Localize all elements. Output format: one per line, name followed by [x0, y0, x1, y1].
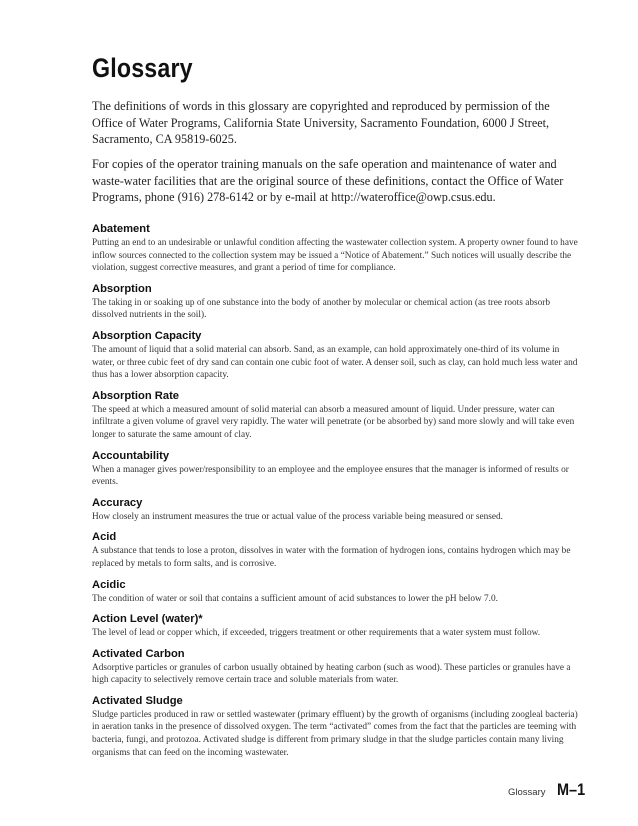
footer-section-label: Glossary: [508, 787, 546, 798]
glossary-term: Absorption: [92, 282, 152, 295]
glossary-definition: A substance that tends to lose a proton, dissolves in water with the formation of hydrogen ions, contains hydrogen which may be replaced by metals to form salts, and is corrosive.: [92, 546, 571, 569]
glossary-definition: Sludge particles produced in raw or settled wastewater (primary effluent) by the growth of organisms (including zoogleal bacteria) in aeration tanks in the presence of dissolved oxygen. The term “activated” comes from the fact that the particles are teeming with bacteria, fungi, and protozoa. Activated sludge is different from primary sludge in that the sludge particles contain many living organisms that can feed on the incoming wastewater.: [92, 709, 578, 758]
glossary-term: Activated Sludge: [92, 694, 183, 707]
glossary-definition: The speed at which a measured amount of solid material can absorb a measured amount of liquid. Under pressure, water can infiltrate a given volume of gravel very rapidly. The water will penetrate (or be absorbed by) sand more slowly and will take even longer to saturate the same amount of clay.: [92, 404, 575, 440]
intro-paragraph-contact: For copies of the operator training manuals on the safe operation and maintenance of water and waste-water facilities that are the original source of these definitions, contact the Office of Water Programs, phone (916) 278-6142 or by e-mail at http://wateroffice@owp.csus.edu.: [92, 157, 564, 205]
page-title: Glossary: [92, 53, 193, 83]
glossary-term: Acid: [92, 531, 117, 544]
glossary-entry: [92, 449, 582, 489]
glossary-entry: [92, 612, 582, 640]
glossary-term: Accountability: [92, 449, 170, 462]
glossary-entry: [92, 530, 582, 570]
glossary-term: Activated Carbon: [92, 647, 185, 660]
glossary-definition: The condition of water or soil that contains a sufficient amount of acid substances to lower the pH below 7.0.: [92, 593, 498, 604]
glossary-definition: The amount of liquid that a solid material can absorb. Sand, as an example, can hold approximately one-third of its volume in water, or three cubic feet of dry sand can contain one cubic foot of water. A denser soil, such as clay, can hold much less water and thus has a lower absorption capacity.: [92, 344, 578, 381]
glossary-term: Action Level (water)*: [92, 613, 203, 626]
glossary-definition: The taking in or soaking up of one substance into the body of another by molecular or chemical action (as tree roots absorb dissolved nutrients in the soil).: [92, 297, 550, 321]
glossary-entry: [92, 329, 582, 382]
intro-paragraph-copyright: The definitions of words in this glossary are copyrighted and reproduced by permission of the Office of Water Programs, California State University, Sacramento Foundation, 6000 J Street, Sacramento, CA 95819-6025.: [92, 99, 550, 147]
glossary-entry: [92, 496, 582, 524]
glossary-entry: [92, 578, 582, 606]
glossary-term: Absorption Rate: [92, 389, 180, 402]
glossary-term: Absorption Capacity: [92, 329, 202, 342]
glossary-definition: When a manager gives power/responsibility to an employee and the employee ensures that the manager is informed of results or events.: [92, 464, 569, 488]
glossary-entry: [92, 222, 582, 275]
glossary-entry: [92, 694, 582, 759]
glossary-definition: The level of lead or copper which, if exceeded, triggers treatment or other requirements that a water system must follow.: [92, 628, 541, 639]
glossary-term: Abatement: [92, 223, 150, 235]
glossary-term: Accuracy: [92, 496, 143, 509]
glossary-entry: [92, 282, 582, 322]
footer-page-number: M–1: [557, 780, 586, 799]
glossary-definition: Putting an end to an undesirable or unlawful condition affecting the wastewater collection system. A property owner found to have inflow sources connected to the collection system may be issued a “Notice of Abatement.” Such notices will usually describe the violation, suggest corrective measures, and grant a period of time for compliance.: [92, 238, 578, 274]
glossary-entry: [92, 389, 582, 442]
glossary-definition: How closely an instrument measures the true or actual value of the process variable being measured or sensed.: [92, 511, 503, 522]
glossary-entries: [92, 222, 582, 766]
glossary-definition: Adsorptive particles or granules of carbon usually obtained by heating carbon (such as wood). These particles or granules have a high capacity to selectively remove certain trace and soluble materials from water.: [92, 662, 571, 686]
glossary-term: Acidic: [92, 578, 126, 591]
glossary-entry: [92, 647, 582, 687]
